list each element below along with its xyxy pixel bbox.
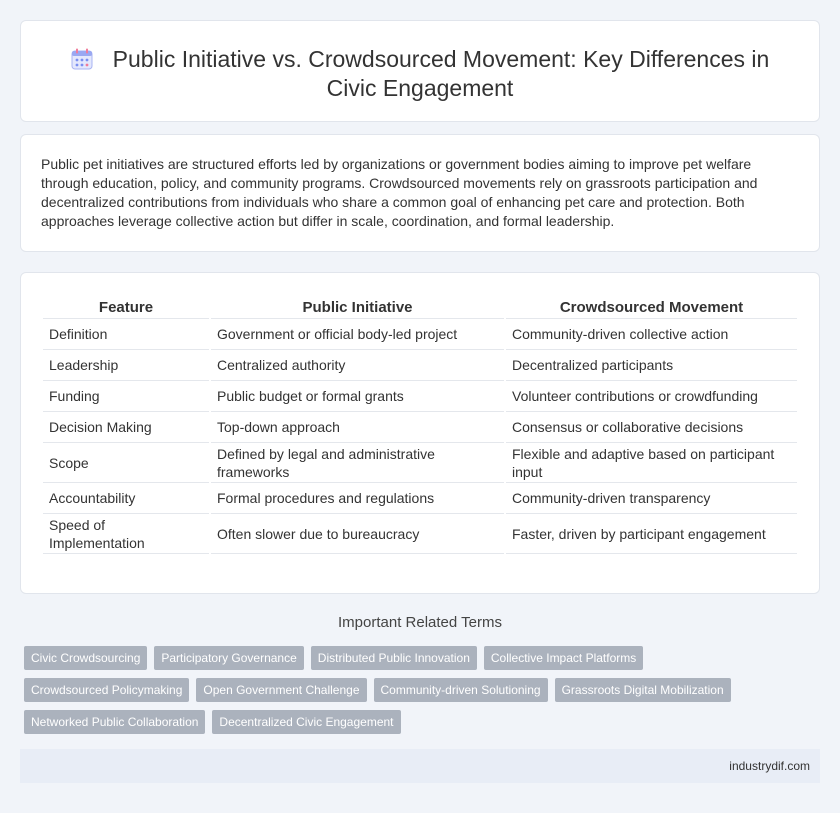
intro-card [20,134,820,252]
row-feature: Accountability [43,483,209,514]
header-crowdsourced-movement: Crowdsourced Movement [506,293,797,319]
row-crowdsourced: Community-driven transparency [506,483,797,514]
related-term-tag[interactable]: Collective Impact Platforms [484,646,643,670]
row-crowdsourced: Volunteer contributions or crowdfunding [506,381,797,412]
row-public: Formal procedures and regulations [211,483,504,514]
row-public: Public budget or formal grants [211,381,504,412]
row-feature: Leadership [43,350,209,381]
related-term-tag[interactable]: Civic Crowdsourcing [24,646,147,670]
row-public: Centralized authority [211,350,504,381]
header-public-initiative: Public Initiative [211,293,504,319]
related-term-tag[interactable]: Crowdsourced Policymaking [24,678,189,702]
page-title: Public Initiative vs. Crowdsourced Movement: Key Differences in Civic Engagement [112,46,770,101]
calendar-icon [71,48,93,70]
row-crowdsourced: Consensus or collaborative decisions [506,412,797,443]
row-feature: Definition [43,319,209,350]
page-title-wrap [21,45,819,103]
related-term-tag[interactable]: Distributed Public Innovation [311,646,477,670]
intro-paragraph: Public pet initiatives are structured efforts led by organizations or government bodies aiming to improve pet welfare through education, policy, and community programs. Crowdsourced movements rely on grassroots participation and decentralized contributions from individuals who share a common goal of enhancing pet care and protection. Both approaches leverage collective action but differ in scale, coordination, and formal leadership. [41,156,758,229]
footer-site-link[interactable]: industrydif.com [729,759,810,773]
row-crowdsourced: Decentralized participants [506,350,797,381]
related-term-tag[interactable]: Participatory Governance [154,646,303,670]
related-term-tag[interactable]: Open Government Challenge [196,678,366,702]
row-crowdsourced: Community-driven collective action [506,319,797,350]
table-row [43,350,797,381]
related-term-tag[interactable]: Networked Public Collaboration [24,710,205,734]
related-term-tag[interactable]: Grassroots Digital Mobilization [555,678,731,702]
footer [20,749,820,783]
table-row [43,514,797,554]
comparison-table [41,293,799,554]
row-public: Government or official body-led project [211,319,504,350]
table-row [43,483,797,514]
row-feature: Speed of Implementation [43,514,209,554]
row-public: Defined by legal and administrative frameworks [211,443,504,483]
related-terms-list [24,646,784,742]
header-feature: Feature [43,293,209,319]
table-row [43,381,797,412]
row-feature: Funding [43,381,209,412]
row-crowdsourced: Faster, driven by participant engagement [506,514,797,554]
table-row [43,412,797,443]
related-term-tag[interactable]: Community-driven Solutioning [374,678,548,702]
row-crowdsourced: Flexible and adaptive based on participant input [506,443,797,483]
table-row [43,319,797,350]
row-feature: Decision Making [43,412,209,443]
row-feature: Scope [43,443,209,483]
related-term-tag[interactable]: Decentralized Civic Engagement [212,710,400,734]
row-public: Top-down approach [211,412,504,443]
title-card [20,20,820,122]
row-public: Often slower due to bureaucracy [211,514,504,554]
comparison-card [20,272,820,594]
table-row [43,443,797,483]
table-header-row [43,293,797,319]
related-terms-title: Important Related Terms [338,614,502,631]
